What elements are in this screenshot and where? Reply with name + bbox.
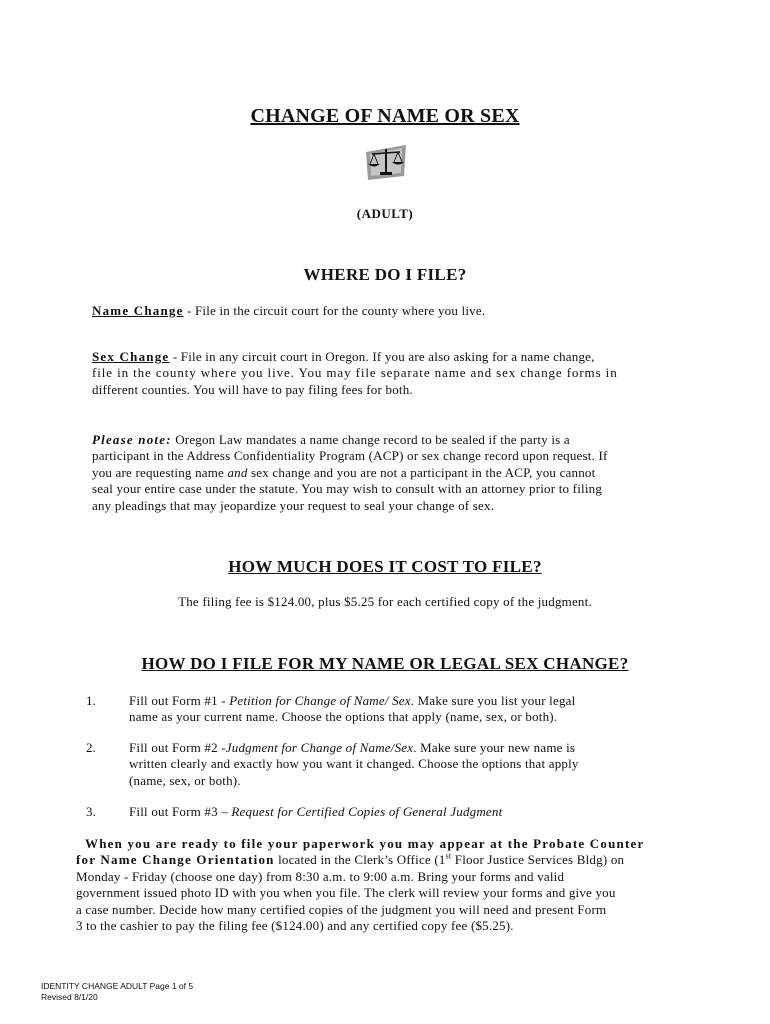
note-line4: seal your entire case under the statute. You may wish to consult with an attorney prior to filing (92, 481, 603, 497)
note-line2: participant in the Address Confidentiality Program (ACP) or sex change record upon request. If (92, 448, 608, 464)
sex-change-line2: file in the county where you live. You may file separate name and sex change forms in (92, 365, 618, 381)
step-3-number: 3. (86, 804, 96, 819)
probate-counter-text: When you are ready to file your paperwork you may appear at the Probate Counter (85, 836, 645, 851)
closing-line4: government issued photo ID with you when you file. The clerk will review your forms and give you (76, 885, 616, 901)
where-heading: WHERE DO I FILE? (303, 265, 467, 284)
sex-change-label: Sex Change (92, 349, 170, 364)
closing-line6: 3 to the cashier to pay the filing fee ($124.00) and any certified copy fee ($5.25). (76, 918, 514, 934)
step-2-line2: written clearly and exactly how you want it changed. Choose the options that apply (129, 756, 579, 772)
name-change-label: Name Change (92, 303, 184, 318)
step-1-rest: . Make sure you list your legal (410, 693, 576, 708)
step-2-form-title: Judgment for Change of Name/Sex (225, 740, 414, 755)
closing-line3: Monday - Friday (choose one day) from 8:30 a.m. to 9:00 a.m. Bring your forms and valid (76, 868, 565, 884)
step-2-rest: . Make sure your new name is (413, 740, 576, 755)
sex-change-line3: different counties. You will have to pay filing fees for both. (92, 381, 413, 397)
filing-instructions (76, 836, 696, 934)
note-label: Please note: (92, 432, 172, 447)
note-line3-and: and (227, 464, 248, 480)
step-1-number: 1. (86, 693, 96, 708)
step-2-prefix: Fill out Form #2 - (129, 740, 226, 755)
step-3-form-title: Request for Certified Copies of General Judgment (231, 804, 503, 819)
step-2-line3: (name, sex, or both). (129, 772, 241, 788)
note-line3a: you are requesting name (92, 464, 228, 480)
step-2 (129, 740, 689, 789)
step-2-number: 2. (86, 740, 96, 755)
closing-line5: a case number. Decide how many certified copies of the judgment you will need and present Form (76, 901, 607, 917)
note-line5: any pleadings that may jeopardize your request to seal your change of sex. (92, 497, 495, 513)
step-3-prefix: Fill out Form #3 – (129, 804, 232, 819)
note-paragraph (92, 432, 742, 514)
clerk-office-text: located in the Clerk’s Office (1 (274, 852, 446, 868)
footer-revised-date: Revised 8/1/20 (41, 992, 98, 1002)
cost-heading: HOW MUCH DOES IT COST TO FILE? (228, 557, 542, 576)
sex-change-line1: - File in any circuit court in Oregon. If you are also asking for a name change, (169, 349, 595, 364)
page-footer (41, 981, 193, 1003)
step-1-prefix: Fill out Form #1 - (129, 693, 230, 708)
step-1-line2: name as your current name. Choose the options that apply (name, sex, or both). (129, 709, 558, 725)
name-change-text: - File in the circuit court for the county where you live. (183, 303, 486, 318)
cost-text: The filing fee is $124.00, plus $5.25 for each certified copy of the judgment. (178, 594, 592, 609)
step-1 (129, 693, 689, 726)
orientation-text: for Name Change Orientation (76, 852, 275, 868)
sex-change-paragraph (92, 349, 732, 398)
step-3 (129, 804, 689, 820)
note-line3b: sex change and you are not a participant in the ACP, you cannot (247, 464, 596, 480)
floor-superscript: st (445, 852, 452, 862)
step-1-form-title: Petition for Change of Name/ Sex (229, 693, 411, 708)
footer-page-label: IDENTITY CHANGE ADULT Page 1 of 5 (41, 981, 194, 991)
scales-of-justice-icon (362, 142, 410, 182)
name-change-paragraph (92, 303, 712, 319)
how-heading: HOW DO I FILE FOR MY NAME OR LEGAL SEX CHANGE? (141, 654, 629, 673)
page-title: CHANGE OF NAME OR SEX (250, 105, 520, 127)
justice-bldg-text: Floor Justice Services Bldg) on (451, 852, 625, 868)
note-line1: Oregon Law mandates a name change record to be sealed if the party is a (171, 432, 570, 447)
subtitle: (ADULT) (356, 206, 414, 221)
